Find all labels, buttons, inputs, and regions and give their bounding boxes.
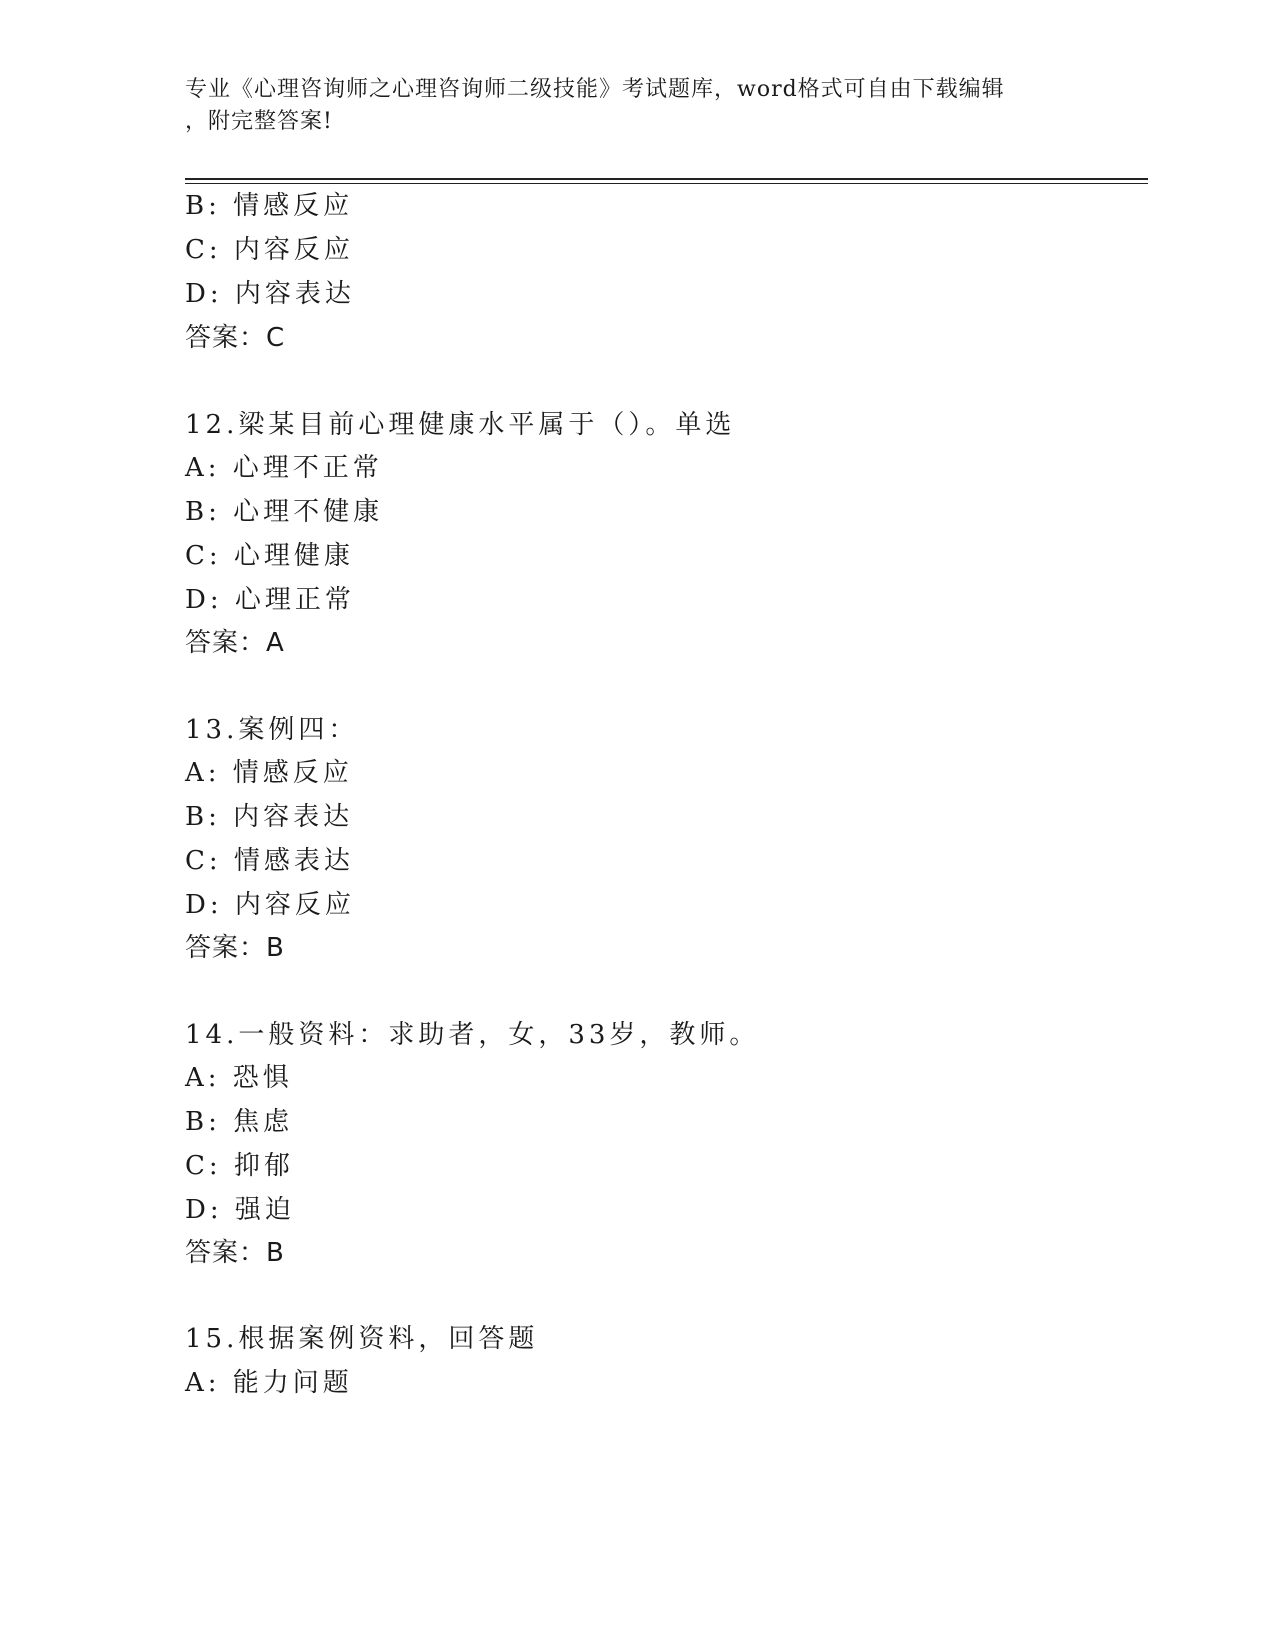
header-title-continuation: ，附完整答案! bbox=[185, 109, 333, 134]
q12-answer: 答案：A bbox=[185, 628, 285, 658]
q15-option-a: A: 能力问题 bbox=[185, 1368, 353, 1398]
q11-option-b: B: 情感反应 bbox=[185, 191, 354, 221]
q14-question: 14.一般资料：求助者，女，33岁，教师。 bbox=[185, 1020, 760, 1050]
q13-option-a: A: 情感反应 bbox=[185, 758, 353, 788]
q11-answer: 答案：C bbox=[185, 323, 286, 353]
q12-option-a: A: 心理不正常 bbox=[185, 453, 383, 483]
q14-option-d: D: 强迫 bbox=[185, 1195, 295, 1225]
q12-question: 12.梁某目前心理健康水平属于（）。单选 bbox=[185, 410, 736, 440]
q13-answer: 答案：B bbox=[185, 933, 285, 963]
q11-option-d: D: 内容表达 bbox=[185, 279, 355, 309]
q15-question: 15.根据案例资料，回答题 bbox=[185, 1324, 539, 1354]
q12-option-c: C: 心理健康 bbox=[185, 541, 354, 571]
q14-answer: 答案：B bbox=[185, 1238, 285, 1268]
q13-option-b: B: 内容表达 bbox=[185, 802, 354, 832]
q11-option-c: C: 内容反应 bbox=[185, 235, 354, 265]
q13-option-c: C: 情感表达 bbox=[185, 846, 354, 876]
header-title-line: 专业《心理咨询师之心理咨询师二级技能》考试题库，word格式可自由下载编辑 bbox=[185, 77, 1005, 102]
q13-option-d: D: 内容反应 bbox=[185, 890, 355, 920]
header-divider-thick bbox=[185, 178, 1148, 180]
q14-option-a: A: 恐惧 bbox=[185, 1063, 293, 1093]
q14-option-c: C: 抑郁 bbox=[185, 1151, 294, 1181]
document-header bbox=[185, 74, 1085, 138]
header-divider-thin bbox=[185, 183, 1148, 184]
q14-option-b: B: 焦虑 bbox=[185, 1107, 294, 1137]
q12-option-d: D: 心理正常 bbox=[185, 585, 355, 615]
q13-question: 13.案例四： bbox=[185, 715, 359, 745]
q12-option-b: B: 心理不健康 bbox=[185, 497, 384, 527]
